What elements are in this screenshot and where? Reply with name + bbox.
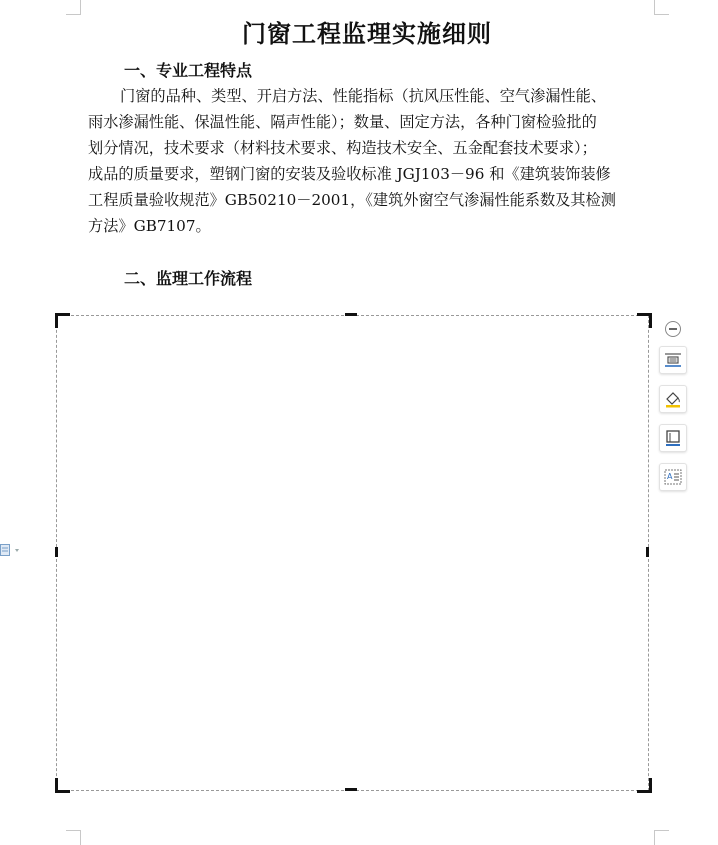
document-title: 门窗工程监理实施细则 [242,19,492,48]
layout-options-icon [664,352,682,368]
svg-text:A: A [667,472,673,481]
paragraph-line: 划分情况，技术要求（材料技术要求、构造技术安全、五金配套技术要求）； [88,139,597,157]
fill-icon [664,390,682,408]
paragraph-line: 雨水渗漏性能、保温性能、隔声性能）；数量、固定方法，各种门窗检验批的 [88,113,597,131]
section-1-paragraph[interactable] [88,83,646,239]
paragraph-line: 成品的质量要求，塑钢门窗的安装及验收标准 JGJ103－96 和《建筑装饰装修 [88,165,611,183]
text-wrap-button[interactable] [659,463,687,491]
resize-handle-top[interactable] [345,313,357,316]
resize-handle-bottom-left[interactable] [55,778,70,793]
resize-handle-top-right[interactable] [637,313,652,328]
border-icon [664,429,682,447]
paragraph-anchor-icon[interactable] [0,543,22,560]
resize-handle-bottom-right[interactable] [637,778,652,793]
border-button[interactable] [659,424,687,452]
selected-canvas-frame[interactable] [56,315,649,791]
layout-options-button[interactable] [659,346,687,374]
text-wrap-icon [664,468,682,486]
resize-handle-right[interactable] [646,547,649,557]
paragraph-line: 方法》GB7107。 [88,217,211,235]
page-corner-mark-top-left [66,0,81,15]
collapse-toolbar-icon[interactable] [665,321,681,337]
resize-handle-top-left[interactable] [55,313,70,328]
page-corner-mark-top-right [654,0,669,15]
resize-handle-left[interactable] [55,547,58,557]
page-corner-mark-bottom-right [654,830,669,845]
resize-handle-bottom[interactable] [345,788,357,791]
paragraph-line: 门窗的品种、类型、开启方法、性能指标（抗风压性能、空气渗漏性能、 [120,87,606,105]
page-corner-mark-bottom-left [66,830,81,845]
section-heading-1: 一、专业工程特点 [124,61,253,80]
fill-button[interactable] [659,385,687,413]
section-heading-2: 二、监理工作流程 [124,269,253,288]
paragraph-line: 工程质量验收规范》GB50210－2001，《建筑外窗空气渗漏性能系数及其检测 [88,191,616,209]
